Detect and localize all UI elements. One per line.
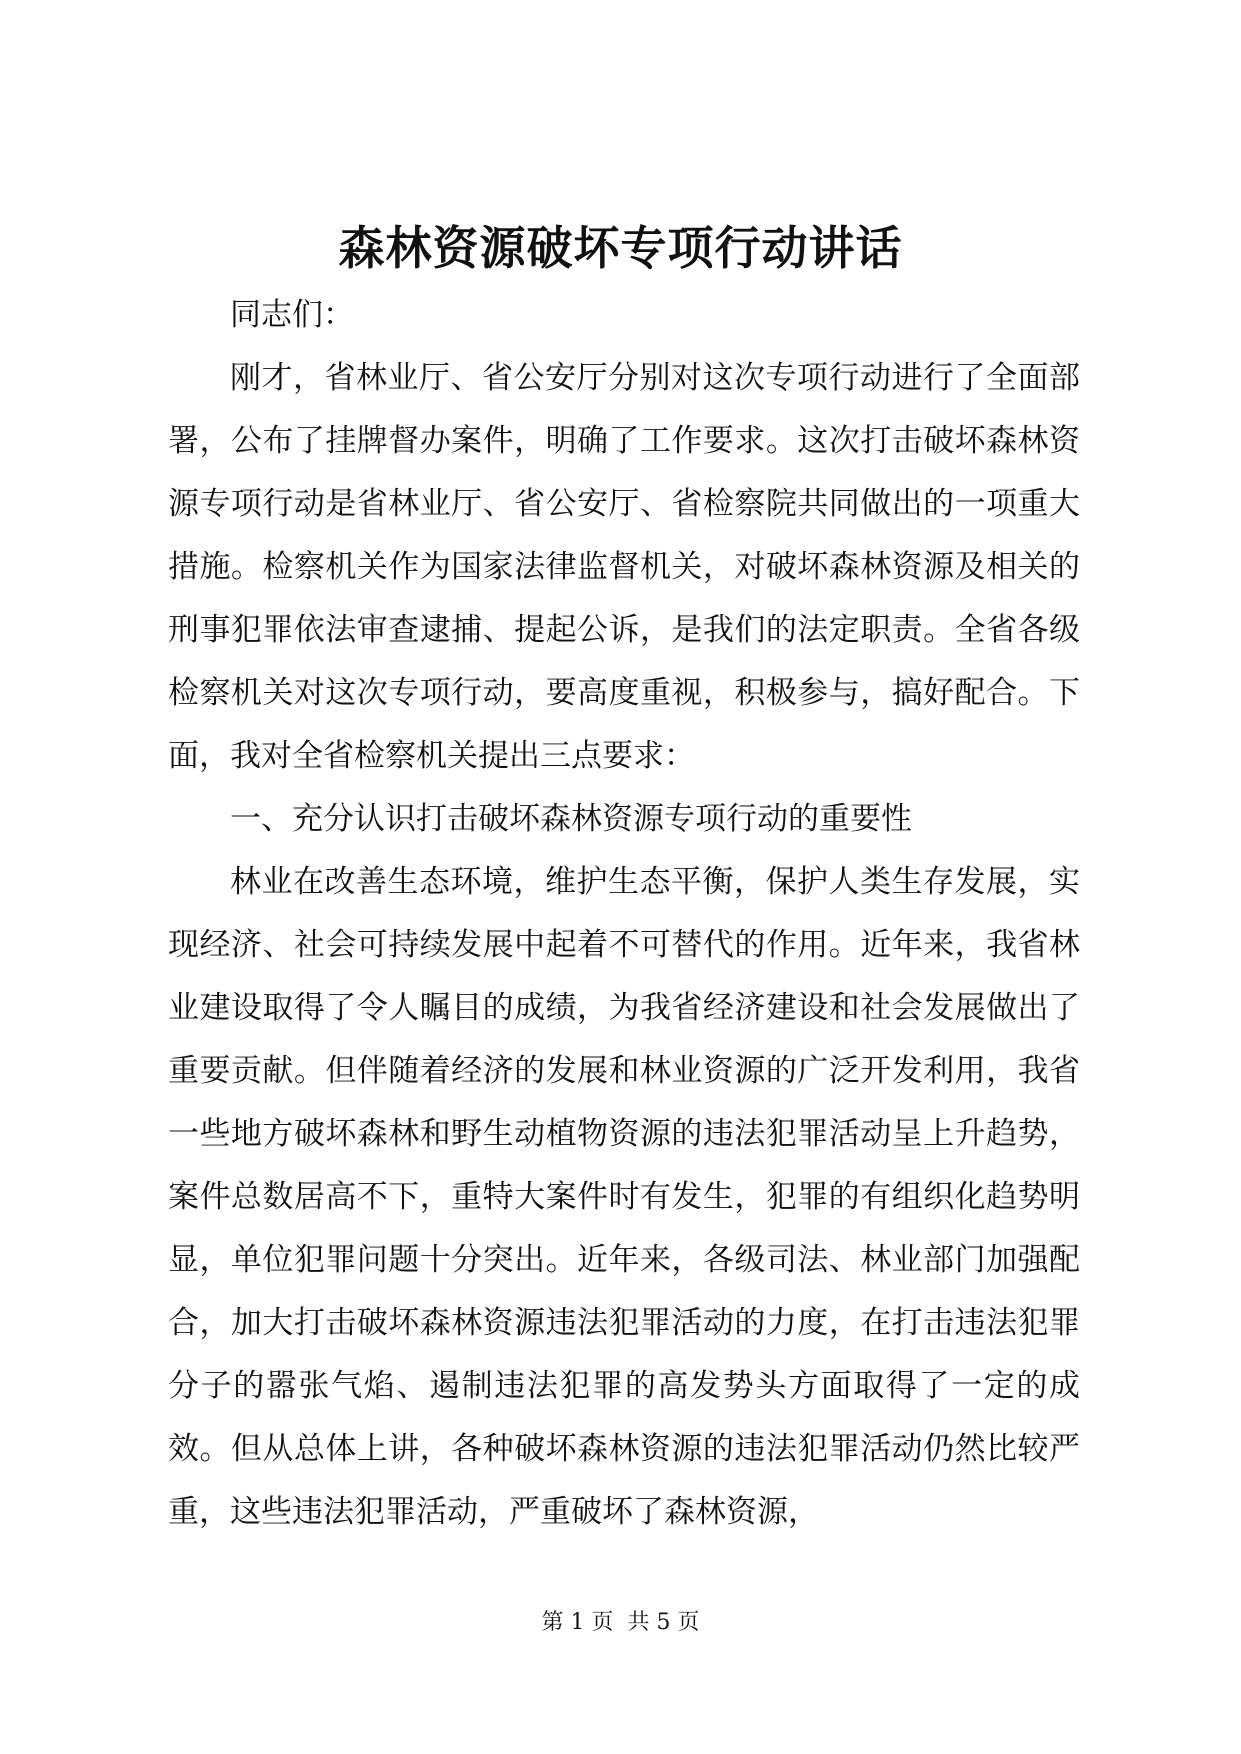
salutation-paragraph: 同志们： xyxy=(230,297,354,333)
page-footer xyxy=(0,1608,1241,1638)
section-1-paragraph: 林业在改善生态环境，维护生态平衡，保护人类生存发展，实现经济、社会可持续发展中起着不可替代的作用。近年来，我省林业建设取得了令人瞩目的成绩，为我省经济建设和社会发展做出了重要贡献。但伴随着经济的发展和林业资源的广泛开发利用，我省一些地方破坏森林和野生动植物资源的违法犯罪活动呈上升趋势，案件总数居高不下，重特大案件时有发生，犯罪的有组织化趋势明显，单位犯罪问题十分突出。近年来，各级司法、林业部门加强配合，加大打击破坏森林资源违法犯罪活动的力度，在打击违法犯罪分子的嚣张气焰、遏制违法犯罪的高发势头方面取得了一定的成效。但从总体上讲，各种破坏森林资源的违法犯罪活动仍然比较严重，这些违法犯罪活动，严重破坏了森林资源， xyxy=(168,864,1080,1530)
document-body xyxy=(168,284,1080,1544)
section-heading-1: 一、充分认识打击破坏森林资源专项行动的重要性 xyxy=(230,801,912,837)
page-number-label: 第 1 页 共 5 页 xyxy=(541,1610,700,1635)
document-title: 森林资源破坏专项行动讲话 xyxy=(338,221,903,275)
intro-paragraph: 刚才，省林业厅、省公安厅分别对这次专项行动进行了全面部署，公布了挂牌督办案件，明确了工作要求。这次打击破坏森林资源专项行动是省林业厅、省公安厅、省检察院共同做出的一项重大措施。检察机关作为国家法律监督机关，对破坏森林资源及相关的刑事犯罪依法审查逮捕、提起公诉，是我们的法定职责。全省各级检察机关对这次专项行动，要高度重视，积极参与，搞好配合。下面，我对全省检察机关提出三点要求： xyxy=(168,360,1080,774)
